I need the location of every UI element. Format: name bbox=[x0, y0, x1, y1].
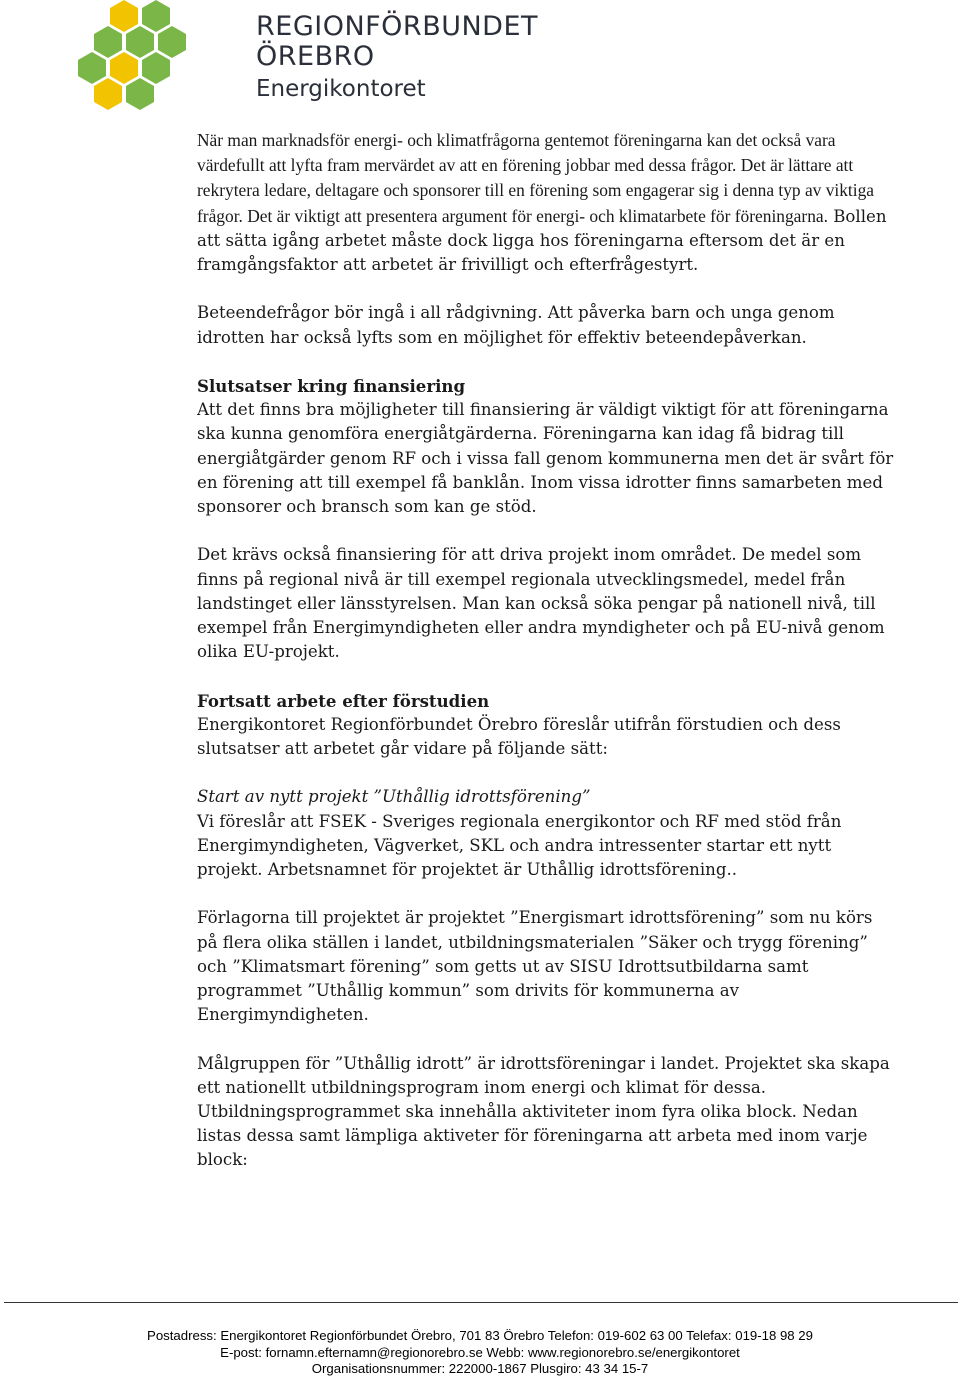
footer-contact-line: E-post: fornamn.efternamn@regionorebro.se Webb: www.regionorebro.se/energikontoret bbox=[220, 1344, 740, 1360]
document-body bbox=[197, 128, 897, 1197]
logo-organization-city: ÖREBRO bbox=[256, 41, 375, 72]
paragraph-new-project: Vi föreslår att FSEK - Sveriges regionala energikontor och RF med stöd från Energimyndigheten, Vägverket, SKL och andra intressenter startar ett nytt projekt. Arbetsnamnet för projektet är Uthållig idrottsförening.. bbox=[197, 811, 842, 880]
paragraph-templates: Förlagorna till projektet är projektet ”Energismart idrottsförening” som nu körs på flera olika ställen i landet, utbildningsmaterialen ”Säker och trygg förening” och ”Klimatsmart förening” som getts ut av SISU Idrottsutbildarna samt programmet ”Uthållig kommun” som drivits för kommunerna av Energimyndigheten. bbox=[197, 908, 873, 1025]
heading-financing: Slutsatser kring finansiering bbox=[197, 376, 466, 396]
paragraph-behavior: Beteendefrågor bör ingå i all rådgivning. Att påverka barn och unga genom idrotten har också lyfts som en möjlighet för effektiv beteendepåverkan. bbox=[197, 303, 835, 347]
paragraph-intro bbox=[197, 128, 897, 277]
page-footer bbox=[0, 1328, 960, 1378]
footer-address-line: Postadress: Energikontoret Regionförbundet Örebro, 701 83 Örebro Telefon: 019-602 63 00 Telefax: 019-18 98 29 bbox=[147, 1328, 813, 1343]
heading-continued-work: Fortsatt arbete efter förstudien bbox=[197, 690, 490, 711]
paragraph-intro-part2: Bollen att sätta igång arbetet måste dock ligga hos föreningarna eftersom det är en framgångsfaktor att arbetet är frivilligt och efterfrågestyrt. bbox=[197, 206, 887, 275]
paragraph-financing-1: Att det finns bra möjligheter till finansiering är väldigt viktigt för att föreningarna ska kunna genomföra energiåtgärderna. Föreningarna kan idag få bidrag till energiåtgärder genom RF och i vissa fall genom kommunerna men det är svårt för en förening att till exempel få banklån. Inom vissa idrotter finns samarbeten med sponsorer och bransch som kan ge stöd. bbox=[197, 400, 894, 517]
logo-text bbox=[256, 12, 538, 106]
organization-logo bbox=[66, 0, 539, 110]
heading-new-project: Start av nytt projekt ”Uthållig idrottsförening” bbox=[197, 787, 591, 807]
footer-registration-line: Organisationsnummer: 222000-1867 Plusgiro: 43 34 15-7 bbox=[311, 1361, 649, 1377]
paragraph-intro-part1: När man marknadsför energi- och klimatfrågorna gentemot föreningarna kan det också vara värdefullt att lyfta fram mervärdet av att en förening jobbar med dessa frågor. Det är lättare att rekrytera ledare, deltagare och sponsorer till en förening som engagerar sig i denna typ av viktiga frågor. Det är viktigt att presentera argument för energi- och klimatarbete för föreningarna. bbox=[197, 130, 875, 226]
logo-organization-name: REGIONFÖRBUNDET bbox=[256, 11, 539, 42]
logo-department-name: Energikontoret bbox=[256, 76, 426, 102]
footer-divider bbox=[4, 1302, 958, 1303]
paragraph-financing-2: Det krävs också finansiering för att driva projekt inom området. De medel som finns på regional nivå är till exempel regionala utvecklingsmedel, medel från landstinget eller länsstyrelsen. Man kan också söka pengar på nationell nivå, till exempel från Energimyndigheten eller andra myndigheter och på EU-nivå genom olika EU-projekt. bbox=[197, 545, 885, 662]
honeycomb-logo-icon bbox=[66, 0, 196, 110]
paragraph-continued-work: Energikontoret Regionförbundet Örebro föreslår utifrån förstudien och dess slutsatser att arbetet går vidare på följande sätt: bbox=[197, 714, 841, 759]
paragraph-target-group: Målgruppen för ”Uthållig idrott” är idrottsföreningar i landet. Projektet ska skapa ett nationellt utbildningsprogram inom energi och klimat för dessa. Utbildningsprogrammet ska innehålla aktiviteter inom fyra olika block. Nedan listas dessa samt lämpliga aktiveter för föreningarna att arbeta med inom varje block: bbox=[197, 1053, 890, 1170]
